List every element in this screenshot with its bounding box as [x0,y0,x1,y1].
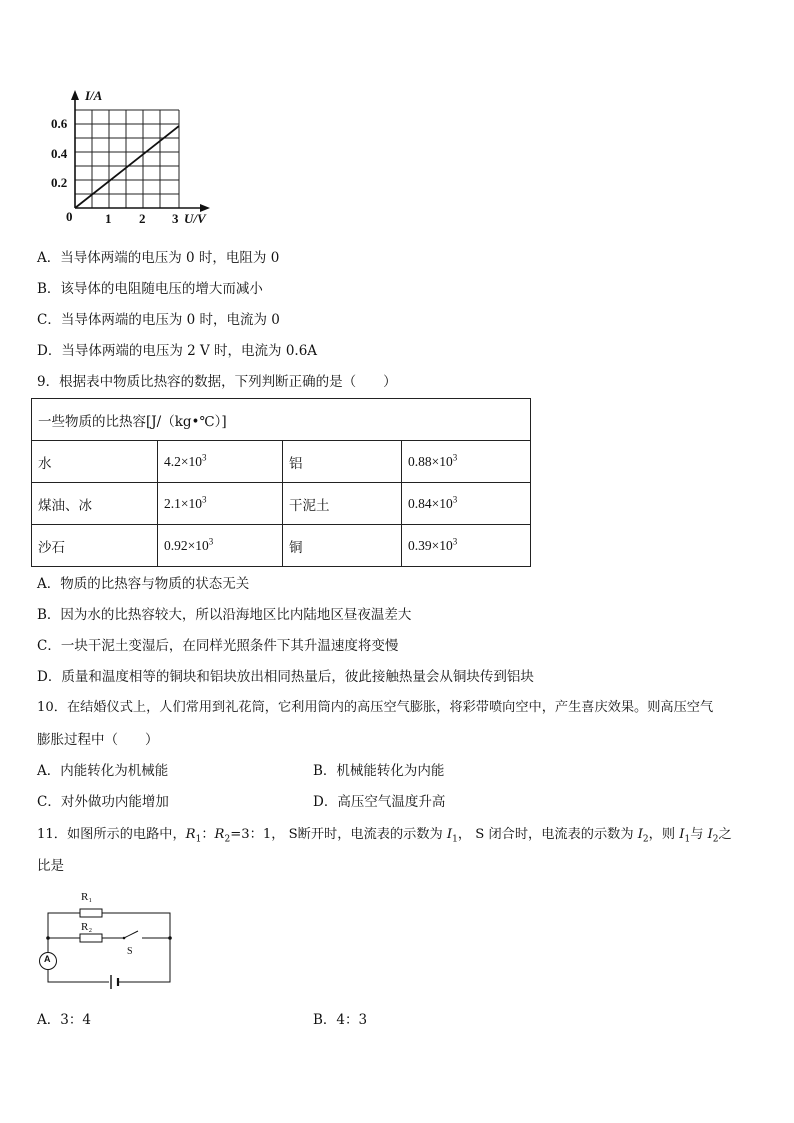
origin-label: 0 [66,209,73,224]
q11-option-a: A．3：4 [37,1012,91,1028]
iu-graph [51,88,235,233]
switch-pivot [123,937,126,940]
q11-stem-line2: 比是 [37,858,64,874]
ammeter-label: A [44,954,51,964]
resistor-r2 [80,934,102,942]
q10-option-d: D．高压空气温度升高 [313,794,446,810]
q9-option-b: B．因为水的比热容较大，所以沿海地区比内陆地区昼夜温差大 [37,607,412,623]
q8-option-a: A．当导体两端的电压为 0 时，电阻为 0 [37,250,280,266]
table-caption: 一些物质的比热容[J/（kg•℃）] [32,399,531,441]
table-cell: 水 [32,441,158,483]
specific-heat-table [31,398,531,567]
q10-stem-line2: 膨胀过程中（ ） [37,732,159,748]
y-tick-0.6: 0.6 [51,116,68,131]
q8-option-c: C．当导体两端的电压为 0 时，电流为 0 [37,312,280,328]
circuit-diagram [38,888,183,998]
table-row [32,525,531,567]
table-cell: 沙石 [32,525,158,567]
table-cell: $0.39\times 10^3$ [402,525,531,567]
y-axis-arrow [71,90,79,100]
q9-option-d: D．质量和温度相等的铜块和铝块放出相同热量后，彼此接触热量会从铜块传到铝块 [37,669,534,685]
q11-stem-line1: 11．如图所示的电路中，$R_1$：$R_2=3$：1， S断开时，电流表的示数为 $I_1$， S 闭合时，电流表的示数为 $I_2$，则 $I_1$与 $I_2$之 [37,827,732,845]
circuit-svg [38,888,183,998]
junction-right [168,936,172,940]
r1-label: R₁ [81,891,93,903]
q8-option-b: B．该导体的电阻随电压的增大而减小 [37,281,263,297]
r2-label: R₂ [81,921,93,933]
q11-option-b: B．4：3 [313,1012,368,1028]
x-tick-3: 3 [172,211,179,226]
table-caption-row [32,399,531,441]
junction-left [46,936,50,940]
table-cell: 干泥土 [283,483,402,525]
q10-option-a: A．内能转化为机械能 [37,763,169,779]
x-axis-label: U/V [184,211,206,226]
q10-option-c: C．对外做功内能增加 [37,794,169,810]
q8-option-d: D．当导体两端的电压为 2 V 时，电流为 0.6A [37,343,318,359]
q9-option-a: A．物质的比热容与物质的状态无关 [37,576,250,592]
table-cell: $2.1\times 10^3$ [158,483,283,525]
y-axis-label: I/A [85,88,103,103]
table-row [32,483,531,525]
switch-label: S [127,946,133,957]
table-cell: 铝 [283,441,402,483]
table-cell: $4.2\times 10^3$ [158,441,283,483]
y-tick-0.4: 0.4 [51,146,68,161]
table-cell: 铜 [283,525,402,567]
table-cell: $0.88\times 10^3$ [402,441,531,483]
graph-grid [75,110,179,208]
q9-stem: 9．根据表中物质比热容的数据，下列判断正确的是（ ） [37,374,397,390]
resistor-r1 [80,909,102,917]
table-row [32,441,531,483]
x-tick-2: 2 [139,211,146,226]
q10-option-b: B．机械能转化为内能 [313,763,445,779]
y-tick-0.2: 0.2 [51,175,68,190]
table-cell: $0.84\times 10^3$ [402,483,531,525]
q9-option-c: C．一块干泥土变湿后，在同样光照条件下其升温速度将变慢 [37,638,399,654]
q10-stem-line1: 10．在结婚仪式上，人们常用到礼花筒，它利用筒内的高压空气膨胀，将彩带喷向空中，产生喜庆效果。则高压空气 [37,700,714,715]
table-cell: 煤油、冰 [32,483,158,525]
x-tick-1: 1 [105,211,112,226]
switch-s [124,931,138,938]
table-cell: $0.92\times 10^3$ [158,525,283,567]
